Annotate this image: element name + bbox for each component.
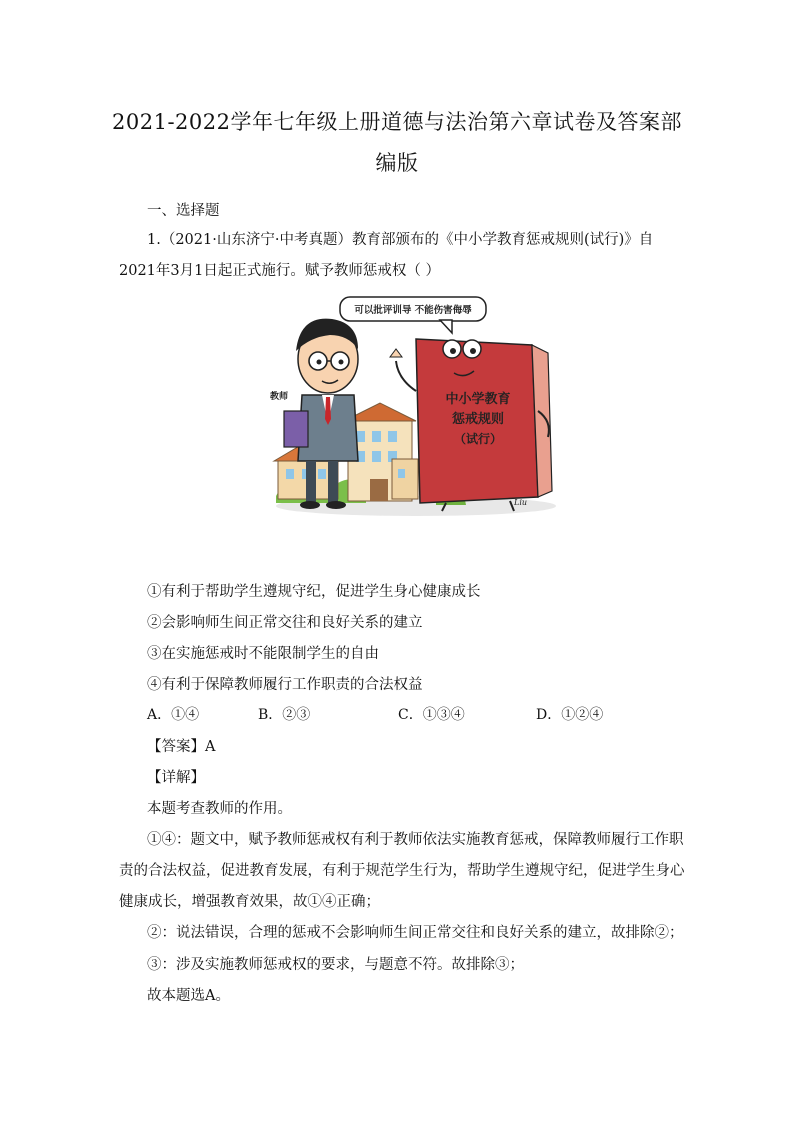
- statement-2: ②会影响师生间正常交往和良好关系的建立: [147, 615, 423, 631]
- analysis-line: 故本题选A。: [147, 988, 230, 1004]
- document-title-line-1: 2021-2022学年七年级上册道德与法治第六章试卷及答案部: [112, 110, 682, 134]
- answer-line: 【答案】A: [147, 739, 216, 755]
- teacher-label: 教师: [270, 392, 289, 402]
- statement-1: ①有利于帮助学生遵规守纪，促进学生身心健康成长: [147, 584, 481, 600]
- book-title-line-1: 中小学教育: [445, 392, 511, 407]
- statement-3: ③在实施惩戒时不能限制学生的自由: [147, 646, 379, 662]
- analysis-line: ③：涉及实施教师惩戒权的要求，与题意不符。故排除③；: [147, 957, 524, 973]
- analysis-line: 责的合法权益，促进教育发展，有利于规范学生行为，帮助学生遵规守纪，促进学生身心: [119, 863, 685, 879]
- analysis-heading: 【详解】: [147, 770, 205, 786]
- cartoon-illustration: [266, 291, 556, 519]
- statement-4: ④有利于保障教师履行工作职责的合法权益: [147, 677, 423, 693]
- option-c: C．①③④: [398, 707, 465, 723]
- option-d: D．①②④: [536, 707, 604, 723]
- section-heading: 一、选择题: [147, 203, 220, 219]
- option-b: B．②③: [258, 707, 311, 723]
- book-title-line-3: （试行）: [453, 432, 503, 446]
- artist-signature: Liu: [514, 498, 528, 507]
- book-title-line-2: 惩戒规则: [451, 412, 505, 427]
- analysis-line: ②：说法错误，合理的惩戒不会影响师生间正常交往和良好关系的建立，故排除②；: [147, 925, 684, 941]
- question-stem-line-1: 1.（2021·山东济宁·中考真题）教育部颁布的《中小学教育惩戒规则(试行)》自: [147, 232, 654, 248]
- document-title-line-2: 编版: [375, 151, 419, 175]
- option-a: A．①④: [147, 707, 200, 723]
- analysis-line: 健康成长，增强教育效果，故①④正确；: [119, 894, 380, 910]
- analysis-line: 本题考查教师的作用。: [147, 801, 292, 817]
- question-stem-line-2: 2021年3月1日起正式施行。赋予教师惩戒权（ ）: [119, 263, 440, 279]
- analysis-line: ①④：题文中，赋予教师惩戒权有利于教师依法实施教育惩戒，保障教师履行工作职: [147, 832, 684, 848]
- speech-bubble-text: 可以批评训导 不能伤害侮辱: [354, 305, 472, 316]
